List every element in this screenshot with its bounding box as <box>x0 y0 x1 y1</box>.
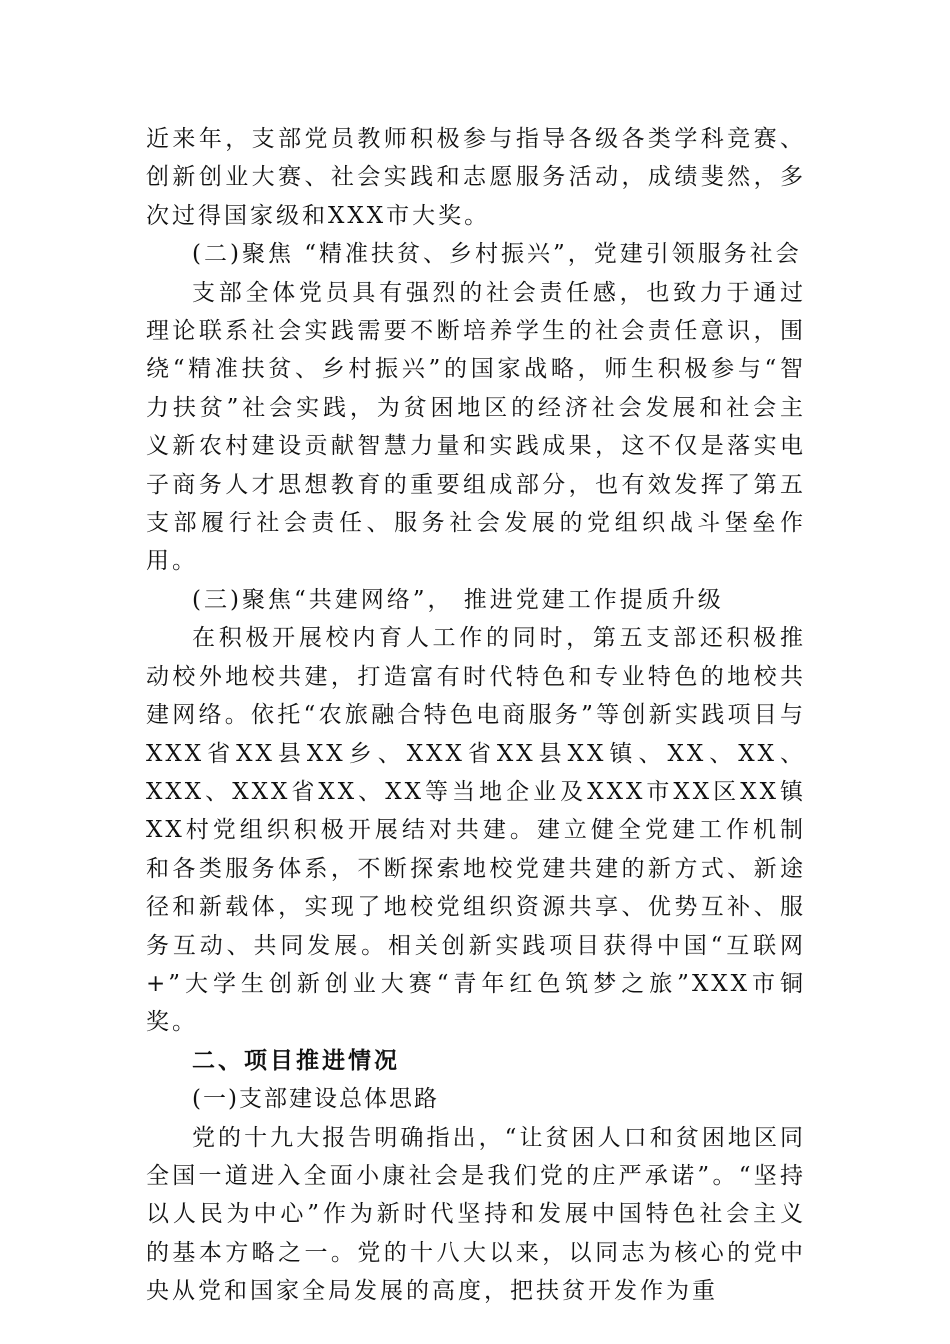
paragraph-social-responsibility: 支部全体党员具有强烈的社会责任感，也致力于通过理论联系社会实践需要不断培养学生的社会责任意识，围绕“精准扶贫、乡村振兴”的国家战略，师生积极参与“智力扶贫”社会实践，为贫困地区的经济社会发展和社会主义新农村建设贡献智慧力量和实践成果，这不仅是落实电子商务人才思想教育的重要组成部分，也有效发挥了第五支部履行社会责任、服务社会发展的党组织战斗堡垒作用。 <box>146 279 806 575</box>
subheading-poverty-alleviation: (二)聚焦 “精准扶贫、乡村振兴”，党建引领服务社会 <box>192 241 802 268</box>
document-page <box>146 120 806 1311</box>
paragraph-competitions: 近来年，支部党员教师积极参与指导各级各类学科竞赛、创新创业大赛、社会实践和志愿服务活动，成绩斐然，多次过得国家级和XXX市大奖。 <box>146 126 806 229</box>
section-heading-project-progress: 二、项目推进情况 <box>192 1046 400 1074</box>
subheading-overall-approach: (一)支部建设总体思路 <box>192 1086 439 1113</box>
subheading-co-construction-network: (三)聚焦“共建网络”， 推进党建工作提质升级 <box>192 586 724 613</box>
paragraph-nineteenth-congress: 党的十九大报告明确指出，“让贫困人口和贫困地区同全国一道进入全面小康社会是我们党的庄严承诺”。“坚持以人民为中心”作为新时代坚持和发展中国特色社会主义的基本方略之一。党的十八大以来，以同志为核心的党中央从党和国家全局发展的高度，把扶贫开发作为重 <box>146 1124 806 1305</box>
paragraph-co-construction: 在积极开展校内育人工作的同时，第五支部还积极推动校外地校共建，打造富有时代特色和专业特色的地校共建网络。依托“农旅融合特色电商服务”等创新实践项目与XXX省XX县XX乡、XXX省XX县XX镇、XX、XX、XXX、XXX省XX、XX等当地企业及XXX市XX区XX镇XX村党组织积极开展结对共建。建立健全党建工作机制和各类服务体系，不断探索地校党建共建的新方式、新途径和新载体，实现了地校党组织资源共享、优势互补、服务互动、共同发展。相关创新实践项目获得中国“互联网+”大学生创新创业大赛“青年红色筑梦之旅”XXX市铜奖。 <box>146 625 806 1036</box>
